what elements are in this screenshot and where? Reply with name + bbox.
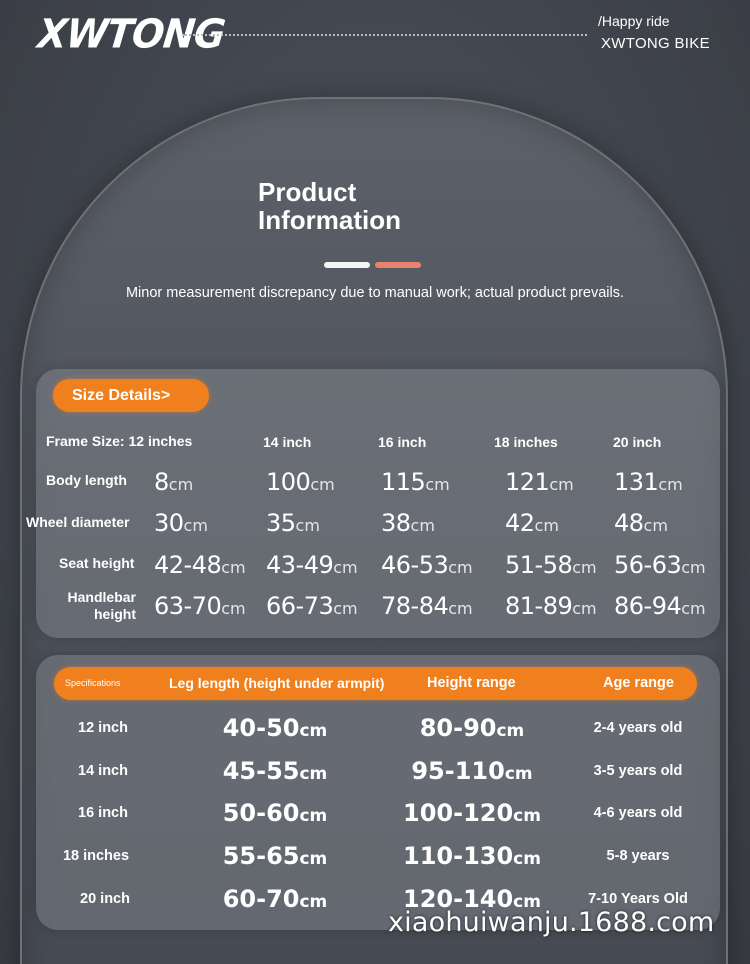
size-row-label-line: Handlebar xyxy=(67,589,136,605)
size-value: 48cm xyxy=(614,509,668,537)
size-value: 51-58cm xyxy=(505,551,597,579)
size-value: 66-73cm xyxy=(266,592,358,620)
section-title xyxy=(258,178,478,234)
size-row-label-line: height xyxy=(94,606,136,622)
header-tagline: /Happy ride xyxy=(598,13,670,29)
size-value: 42cm xyxy=(505,509,559,537)
size-value: 63-70cm xyxy=(154,592,246,620)
size-value: 115cm xyxy=(381,468,450,496)
size-value: 100cm xyxy=(266,468,335,496)
spec-height-value: 110-130cm xyxy=(403,842,541,870)
size-value: 8cm xyxy=(154,468,194,496)
spec-age-value: 3-5 years old xyxy=(593,763,683,779)
size-value: 42-48cm xyxy=(154,551,246,579)
decor-bar-orange xyxy=(375,262,421,268)
size-value: 86-94cm xyxy=(614,592,706,620)
spec-size-label: 12 inch xyxy=(78,720,128,736)
header xyxy=(0,0,750,80)
spec-header-leg-length: Leg length (height under armpit) xyxy=(169,675,385,691)
spec-size-label: 20 inch xyxy=(80,891,130,907)
spec-size-label: 16 inch xyxy=(78,805,128,821)
specifications-header-bar xyxy=(54,667,697,700)
title-line-2: Information xyxy=(258,205,401,235)
size-row-label: Body length xyxy=(46,472,127,488)
spec-leg-value: 50-60cm xyxy=(222,799,328,827)
size-value: 78-84cm xyxy=(381,592,473,620)
size-details-badge: Size Details> xyxy=(53,379,209,412)
size-col-header: 16 inch xyxy=(378,434,427,450)
spec-header-age-range: Age range xyxy=(603,675,674,691)
spec-size-label: 18 inches xyxy=(62,848,130,864)
size-value: 121cm xyxy=(505,468,574,496)
header-brand-name: XWTONG BIKE xyxy=(601,35,710,52)
brand-logo: XWTONG xyxy=(35,10,227,58)
size-value: 131cm xyxy=(614,468,683,496)
size-col-header: 18 inches xyxy=(494,434,558,450)
size-col-header: Frame Size: 12 inches xyxy=(46,433,193,449)
size-value: 30cm xyxy=(154,509,208,537)
header-divider xyxy=(182,34,587,36)
size-col-header: 14 inch xyxy=(263,434,312,450)
spec-leg-value: 45-55cm xyxy=(222,757,328,785)
size-value: 38cm xyxy=(381,509,435,537)
spec-age-value: 7-10 Years Old xyxy=(588,891,688,907)
spec-height-value: 120-140cm xyxy=(403,885,541,913)
size-row-label: Seat height xyxy=(59,555,135,571)
size-value: 81-89cm xyxy=(505,592,597,620)
size-value: 56-63cm xyxy=(614,551,706,579)
size-row-label: Wheel diameter xyxy=(26,514,130,530)
spec-age-value: 5-8 years xyxy=(606,848,670,864)
size-value: 35cm xyxy=(266,509,320,537)
spec-age-value: 2-4 years old xyxy=(593,720,683,736)
spec-height-value: 95-110cm xyxy=(411,757,533,785)
spec-height-value: 80-90cm xyxy=(419,714,525,742)
spec-age-value: 4-6 years old xyxy=(593,805,683,821)
watermark-text: xiaohuiwanju.1688.com xyxy=(388,907,715,938)
spec-height-value: 100-120cm xyxy=(403,799,541,827)
measurement-notice: Minor measurement discrepancy due to manual work; actual product prevails. xyxy=(125,285,625,301)
size-value: 43-49cm xyxy=(266,551,358,579)
spec-header-height-range: Height range xyxy=(427,675,516,691)
decor-bar-white xyxy=(324,262,370,268)
spec-leg-value: 55-65cm xyxy=(222,842,328,870)
spec-size-label: 14 inch xyxy=(78,763,128,779)
spec-leg-value: 60-70cm xyxy=(222,885,328,913)
spec-header-specifications: Specifications xyxy=(65,678,121,688)
size-row-label xyxy=(60,589,136,623)
size-col-header: 20 inch xyxy=(613,434,662,450)
title-line-1: Product xyxy=(258,177,357,207)
size-value: 46-53cm xyxy=(381,551,473,579)
spec-leg-value: 40-50cm xyxy=(222,714,328,742)
